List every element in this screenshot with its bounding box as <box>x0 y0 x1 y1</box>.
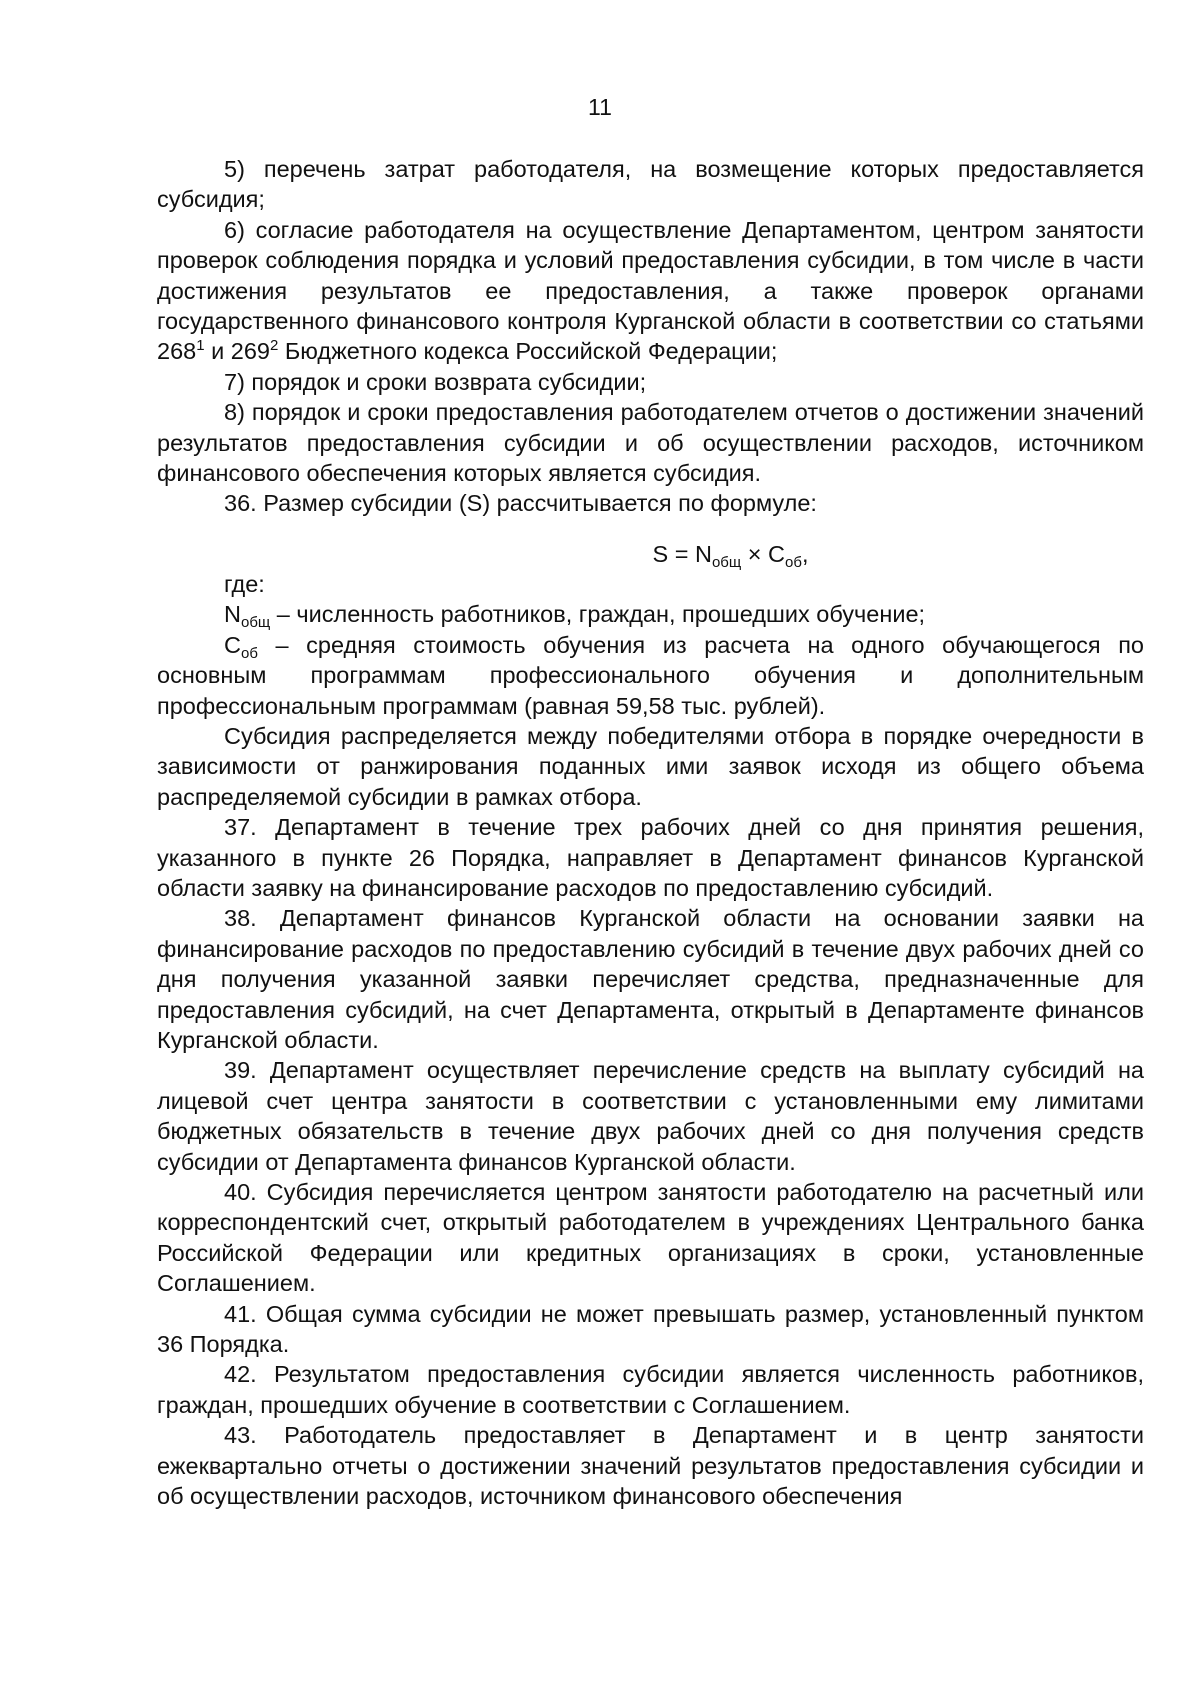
list-item-8: 8) порядок и сроки предоставления работодателем отчетов о достижении значений результатов предоставления субсидии и об осуществлении расходов, источником финансового обеспечения которых является субсидия. <box>157 399 1144 487</box>
paragraph-38: 38. Департамент финансов Курганской области на основании заявки на финансирование расходов по предоставлению субсидий в течение двух рабочих дней со дня получения указанной заявки перечисляет средства, предназначенные для предоставления субсидий, на счет Департамента, открытый в Департаменте финансов Курганской области. <box>157 905 1144 1053</box>
paragraph-distribution: Субсидия распределяется между победителями отбора в порядке очередности в зависимости от ранжирования поданных ими заявок исходя из общего объема распределяемой субсидии в рамках отбора. <box>157 722 1144 810</box>
page-number: 11 <box>588 94 612 120</box>
formula-subscript-training: об <box>785 553 802 571</box>
formula-times: × C <box>741 540 785 567</box>
paragraph-37: 37. Департамент в течение трех рабочих дней со дня принятия решения, указанного в пункте 26 Порядка, направляет в Департамент финансов Курганской области заявку на финансирование расходов по предоставлению субсидий. <box>157 814 1144 901</box>
definition-c-text: – средняя стоимость обучения из расчета на одного обучающегося по основным программам профессионального обучения и дополнительным профессиональным программам (равная 59,58 тыс. рублей). <box>157 631 1144 719</box>
paragraph-36: 36. Размер субсидии (S) рассчитывается по формуле: <box>224 490 817 517</box>
definition-n-symbol: N <box>224 601 241 628</box>
list-item-6 <box>157 215 1144 367</box>
paragraph-40: 40. Субсидия перечисляется центром занятости работодателю на расчетный или корреспондентский счет, открытый работодателем в учреждениях Центрального банка Российской Федерации или кредитных организациях в сроки, установленные Соглашением. <box>157 1179 1144 1297</box>
footnote-superscript-2: 2 <box>269 337 279 355</box>
footnote-superscript-1: 1 <box>196 337 205 355</box>
formula-end: , <box>801 540 809 567</box>
subsidy-formula <box>157 539 1144 569</box>
list-item-6-text-b: и 269 <box>204 338 270 365</box>
list-item-6-text-a: 6) согласие работодателя на осуществление Департаментом, центром занятости проверок соблюдения порядка и условий предоставления субсидии, в том числе в части достижения результатов ее предоставления, а также проверок органами государственного финансового контроля Курганской области в соответствии со статьями 268 <box>157 216 1144 365</box>
formula-subscript-total: общ <box>711 553 742 571</box>
paragraph-39: 39. Департамент осуществляет перечисление средств на выплату субсидий на лицевой счет центра занятости в соответствии с установленными ему лимитами бюджетных обязательств в течение двух рабочих дней со дня получения средств субсидии от Департамента финансов Курганской области. <box>157 1057 1144 1175</box>
paragraph-43: 43. Работодатель предоставляет в Департамент и в центр занятости ежеквартально отчеты о достижении значений результатов предоставления субсидии и об осуществлении расходов, источником финансового обеспечения <box>157 1422 1144 1510</box>
document-body <box>157 154 1144 1511</box>
where-label: где: <box>224 570 265 597</box>
definition-n-text: – численность работников, граждан, прошедших обучение; <box>270 601 926 628</box>
definition-c-symbol: C <box>224 631 241 658</box>
paragraph-42: 42. Результатом предоставления субсидии является численность работников, граждан, прошедших обучение в соответствии с Соглашением. <box>157 1361 1144 1418</box>
list-item-5: 5) перечень затрат работодателя, на возмещение которых предоставляется субсидия; <box>157 156 1144 213</box>
formula-lhs: S = N <box>652 540 712 567</box>
definition-c-subscript: об <box>240 644 258 662</box>
definition-n-subscript: общ <box>240 614 271 632</box>
list-item-7: 7) порядок и сроки возврата субсидии; <box>224 368 647 395</box>
definition-n-total <box>157 599 1144 632</box>
paragraph-41: 41. Общая сумма субсидии не может превышать размер, установленный пунктом 36 Порядка. <box>157 1300 1144 1358</box>
list-item-6-text-c: Бюджетного кодекса Российской Федерации; <box>278 338 778 365</box>
definition-c-training <box>157 630 1144 721</box>
